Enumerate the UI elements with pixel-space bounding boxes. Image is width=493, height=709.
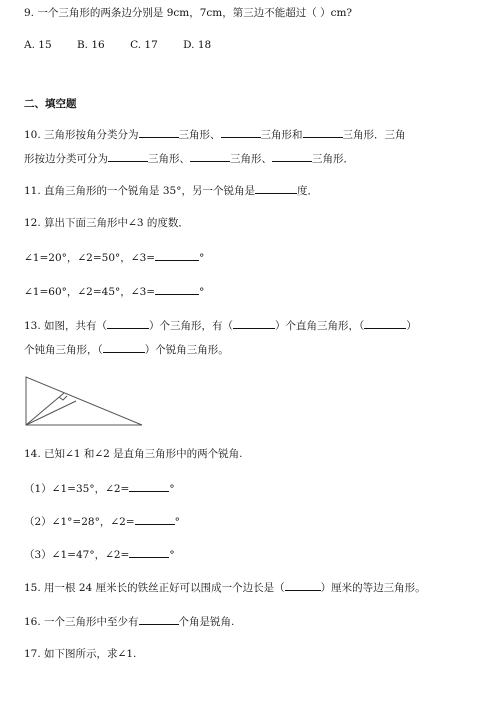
q14-row2-text: （2）∠1°=28°，∠2= xyxy=(24,516,135,528)
question-14: 14. 已知∠1 和∠2 是直角三角形中的两个锐角. xyxy=(24,448,243,460)
question-13-line-2 xyxy=(24,342,229,357)
q13-text-f: ）个锐角三角形。 xyxy=(144,344,229,356)
answer-blank[interactable] xyxy=(190,151,230,162)
triangle-figure xyxy=(24,375,144,432)
choice-c: C. 17 xyxy=(130,39,158,51)
answer-blank[interactable] xyxy=(108,151,148,162)
question-13-line-1 xyxy=(24,318,417,333)
choice-d: D. 18 xyxy=(183,39,212,51)
question-12-row-1 xyxy=(24,250,204,265)
question-14-row-3 xyxy=(24,547,175,562)
q10-text-a: 10. 三角形按角分类分为 xyxy=(24,129,139,141)
degree-sign: ° xyxy=(169,483,175,495)
q10-text-f: 三角形、 xyxy=(148,153,190,165)
degree-sign: ° xyxy=(174,516,180,528)
answer-blank[interactable] xyxy=(272,151,312,162)
question-16 xyxy=(24,614,234,629)
question-10-line-2 xyxy=(24,151,354,166)
answer-blank[interactable] xyxy=(107,318,149,329)
q13-text-a: 13. 如图，共有（ xyxy=(24,320,108,332)
answer-blank[interactable] xyxy=(285,580,321,591)
choice-b: B. 16 xyxy=(76,39,105,51)
q11-text-a: 11. 直角三角形的一个锐角是 35°，另一个锐角是 xyxy=(24,185,255,197)
question-17: 17. 如下图所示，求∠1. xyxy=(24,648,137,660)
question-11 xyxy=(24,183,318,198)
answer-blank[interactable] xyxy=(255,183,297,194)
answer-blank[interactable] xyxy=(139,127,179,138)
q10-text-g: 三角形、 xyxy=(230,153,272,165)
triangle-diagram-icon xyxy=(24,375,144,429)
q15-text-b: ）厘米的等边三角形。 xyxy=(320,582,426,594)
question-12-row-2 xyxy=(24,284,204,299)
question-10-line-1 xyxy=(24,127,406,142)
q16-text-a: 16. 一个三角形中至少有 xyxy=(24,616,139,628)
q13-text-e: 个钝角三角形，（ xyxy=(24,344,103,356)
answer-blank[interactable] xyxy=(155,250,199,261)
choice-a: A. 15 xyxy=(24,39,52,51)
question-15 xyxy=(24,580,426,595)
q10-text-b: 三角形、 xyxy=(178,129,221,141)
q16-text-b: 个角是锐角. xyxy=(178,616,235,628)
q10-text-h: 三角形． xyxy=(312,153,354,165)
degree-sign: ° xyxy=(199,286,205,298)
answer-blank[interactable] xyxy=(155,284,199,295)
q13-text-c: ）个直角三角形，（ xyxy=(275,320,365,332)
question-12: 12. 算出下面三角形中∠3 的度数． xyxy=(24,217,189,229)
question-14-row-2 xyxy=(24,514,180,529)
degree-sign: ° xyxy=(199,252,205,264)
question-9-text: 9. 一个三角形的两条边分别是 9cm，7cm，第三边不能超过（ ）cm? xyxy=(24,7,353,19)
q10-text-e: 形按边分类可分为 xyxy=(24,153,108,165)
answer-blank[interactable] xyxy=(103,342,145,353)
answer-blank[interactable] xyxy=(129,481,169,492)
question-9-choices xyxy=(24,38,233,52)
answer-blank[interactable] xyxy=(129,547,169,558)
q13-text-d: ） xyxy=(406,320,417,332)
q12-row2-text: ∠1=60°，∠2=45°，∠3= xyxy=(24,286,156,298)
q10-text-d: 三角形．三角 xyxy=(342,129,406,141)
answer-blank[interactable] xyxy=(364,318,406,329)
q15-text-a: 15. 用一根 24 厘米长的铁丝正好可以围成一个边长是（ xyxy=(24,582,285,594)
q11-text-b: 度． xyxy=(296,185,318,197)
q14-row3-text: （3）∠1=47°，∠2= xyxy=(24,549,130,561)
answer-blank[interactable] xyxy=(221,127,261,138)
section-title: 二、填空题 xyxy=(24,98,77,110)
answer-blank[interactable] xyxy=(303,127,343,138)
question-9 xyxy=(24,6,352,20)
question-14-row-1 xyxy=(24,481,175,496)
q14-row1-text: （1）∠1=35°，∠2= xyxy=(24,483,130,495)
answer-blank[interactable] xyxy=(135,514,175,525)
degree-sign: ° xyxy=(169,549,175,561)
q10-text-c: 三角形和 xyxy=(260,129,303,141)
q12-row1-text: ∠1=20°，∠2=50°，∠3= xyxy=(24,252,156,264)
answer-blank[interactable] xyxy=(233,318,275,329)
q13-text-b: ）个三角形，有（ xyxy=(149,320,234,332)
answer-blank[interactable] xyxy=(139,614,179,625)
